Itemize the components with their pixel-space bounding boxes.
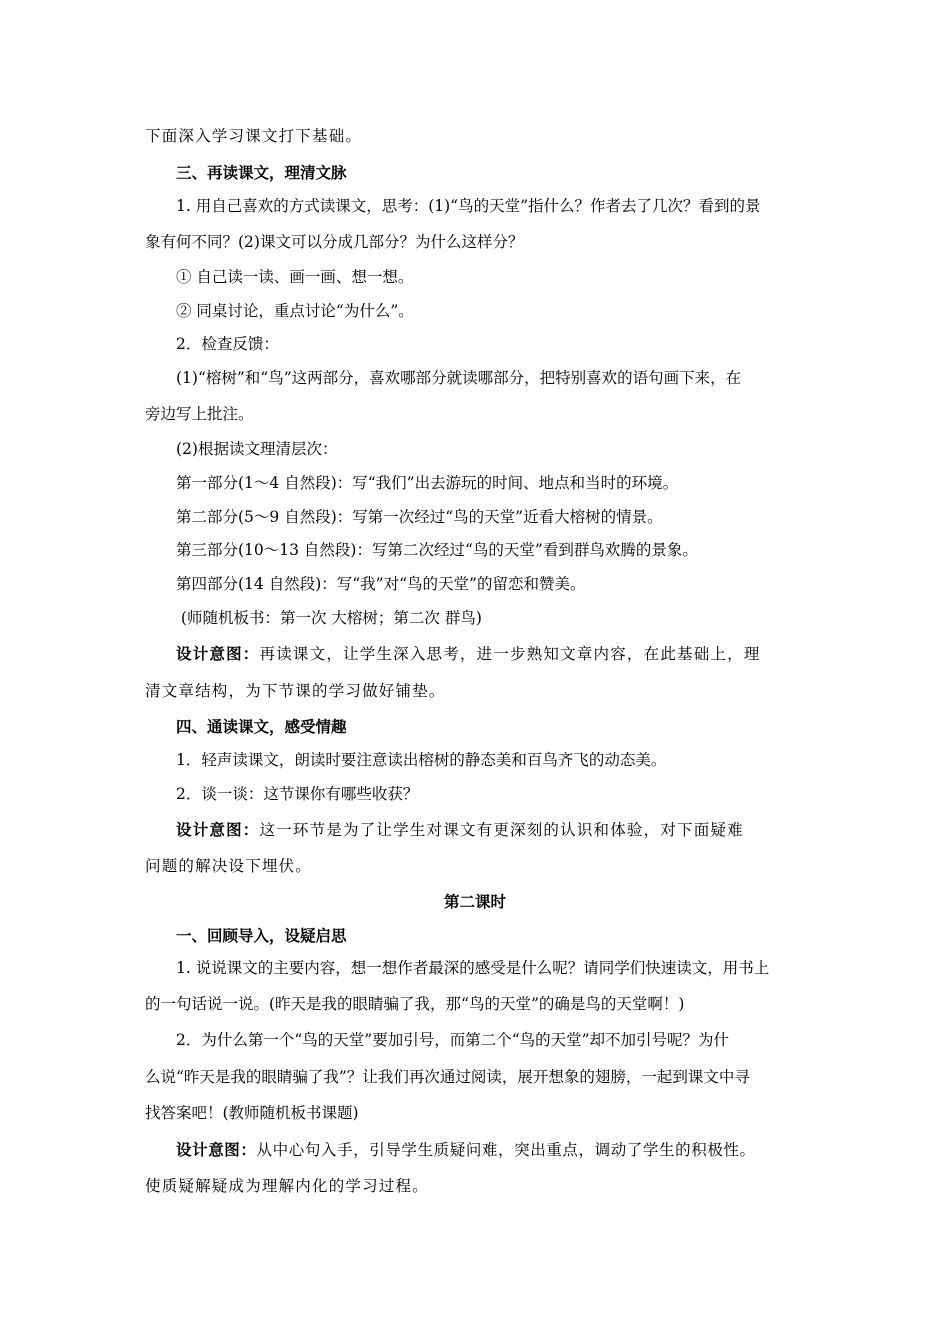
design-intent-label: 设计意图： bbox=[176, 644, 260, 663]
text-line: 第四部分(14 自然段)：写“我”对“鸟的天堂”的留恋和赞美。 bbox=[176, 575, 586, 593]
text-line: 2．检查反馈： bbox=[176, 335, 279, 353]
text-line: 2．为什么第一个“鸟的天堂”要加引号，而第二个“鸟的天堂”却不加引号呢？为什 bbox=[176, 1031, 730, 1049]
text-line: 1．轻声读课文，朗读时要注意读出榕树的静态美和百鸟齐飞的动态美。 bbox=[176, 751, 667, 769]
design-intent-text: 从中心句入手，引导学生质疑问难，突出重点，调动了学生的积极性。 bbox=[256, 1141, 756, 1159]
design-intent-paragraph bbox=[176, 644, 761, 664]
text-line: 第一部分(1～4 自然段)：写“我们”出去游玩的时间、地点和当时的环境。 bbox=[176, 474, 679, 492]
text-line: 么说“昨天是我的眼睛骗了我”？让我们再次通过阅读，展开想象的翅膀，一起到课文中寻 bbox=[145, 1068, 750, 1086]
text-line: 问题的解决设下埋伏。 bbox=[145, 857, 313, 875]
text-line: 的一句话说一说。(昨天是我的眼睛骗了我，那“鸟的天堂”的确是鸟的天堂啊！) bbox=[145, 995, 685, 1013]
design-intent-label: 设计意图： bbox=[176, 820, 260, 839]
text-line: (师随机板书：第一次 大榕树；第二次 群鸟) bbox=[176, 609, 482, 627]
design-intent-text: 再读课文，让学生深入思考，进一步熟知文章内容，在此基础上，理 bbox=[259, 645, 761, 663]
text-line: (2)根据读文理清层次： bbox=[176, 440, 338, 458]
text-line: 找答案吧！(教师随机板书课题) bbox=[145, 1104, 359, 1122]
text-line: 使质疑解疑成为理解内化的学习过程。 bbox=[145, 1177, 429, 1195]
text-line: 2．谈一谈：这节课你有哪些收获？ bbox=[176, 785, 419, 803]
text-line: ② 同桌讨论，重点讨论“为什么”。 bbox=[176, 302, 414, 320]
text-line: 旁边写上批注。 bbox=[145, 405, 254, 423]
text-line: 下面深入学习课文打下基础。 bbox=[145, 127, 363, 145]
design-intent-paragraph bbox=[176, 1140, 756, 1160]
design-intent-paragraph bbox=[176, 820, 744, 840]
text-line: 1. 说说课文的主要内容，想一想作者最深的感受是什么呢？请同学们快速读文，用书上 bbox=[176, 959, 770, 977]
text-line: 象有何不同？(2)课文可以分成几部分？为什么这样分？ bbox=[145, 233, 524, 251]
text-line: (1)“榕树”和“鸟”这两部分，喜欢哪部分就读哪部分，把特别喜欢的语句画下来，在 bbox=[176, 369, 742, 387]
design-intent-label: 设计意图： bbox=[176, 1140, 257, 1159]
text-line: 清文章结构，为下节课的学习做好铺垫。 bbox=[145, 682, 446, 700]
text-line: 第二部分(5～9 自然段)：写第一次经过“鸟的天堂”近看大榕树的情景。 bbox=[176, 508, 663, 526]
section-heading: 一、回顾导入，设疑启思 bbox=[176, 926, 347, 945]
section-heading: 三、再读课文，理清文脉 bbox=[176, 163, 347, 182]
design-intent-text: 这一环节是为了让学生对课文有更深刻的认识和体验，对下面疑难 bbox=[259, 821, 744, 839]
text-line: ① 自己读一读、画一画、想一想。 bbox=[176, 268, 414, 286]
text-line: 1. 用自己喜欢的方式读课文，思考：(1)“鸟的天堂”指什么？作者去了几次？看到的景 bbox=[176, 197, 761, 215]
text-line: 第三部分(10～13 自然段)：写第二次经过“鸟的天堂”看到群鸟欢腾的景象。 bbox=[176, 541, 698, 559]
section-heading: 四、通读课文，感受情趣 bbox=[176, 717, 347, 736]
lesson-title: 第二课时 bbox=[443, 892, 506, 911]
